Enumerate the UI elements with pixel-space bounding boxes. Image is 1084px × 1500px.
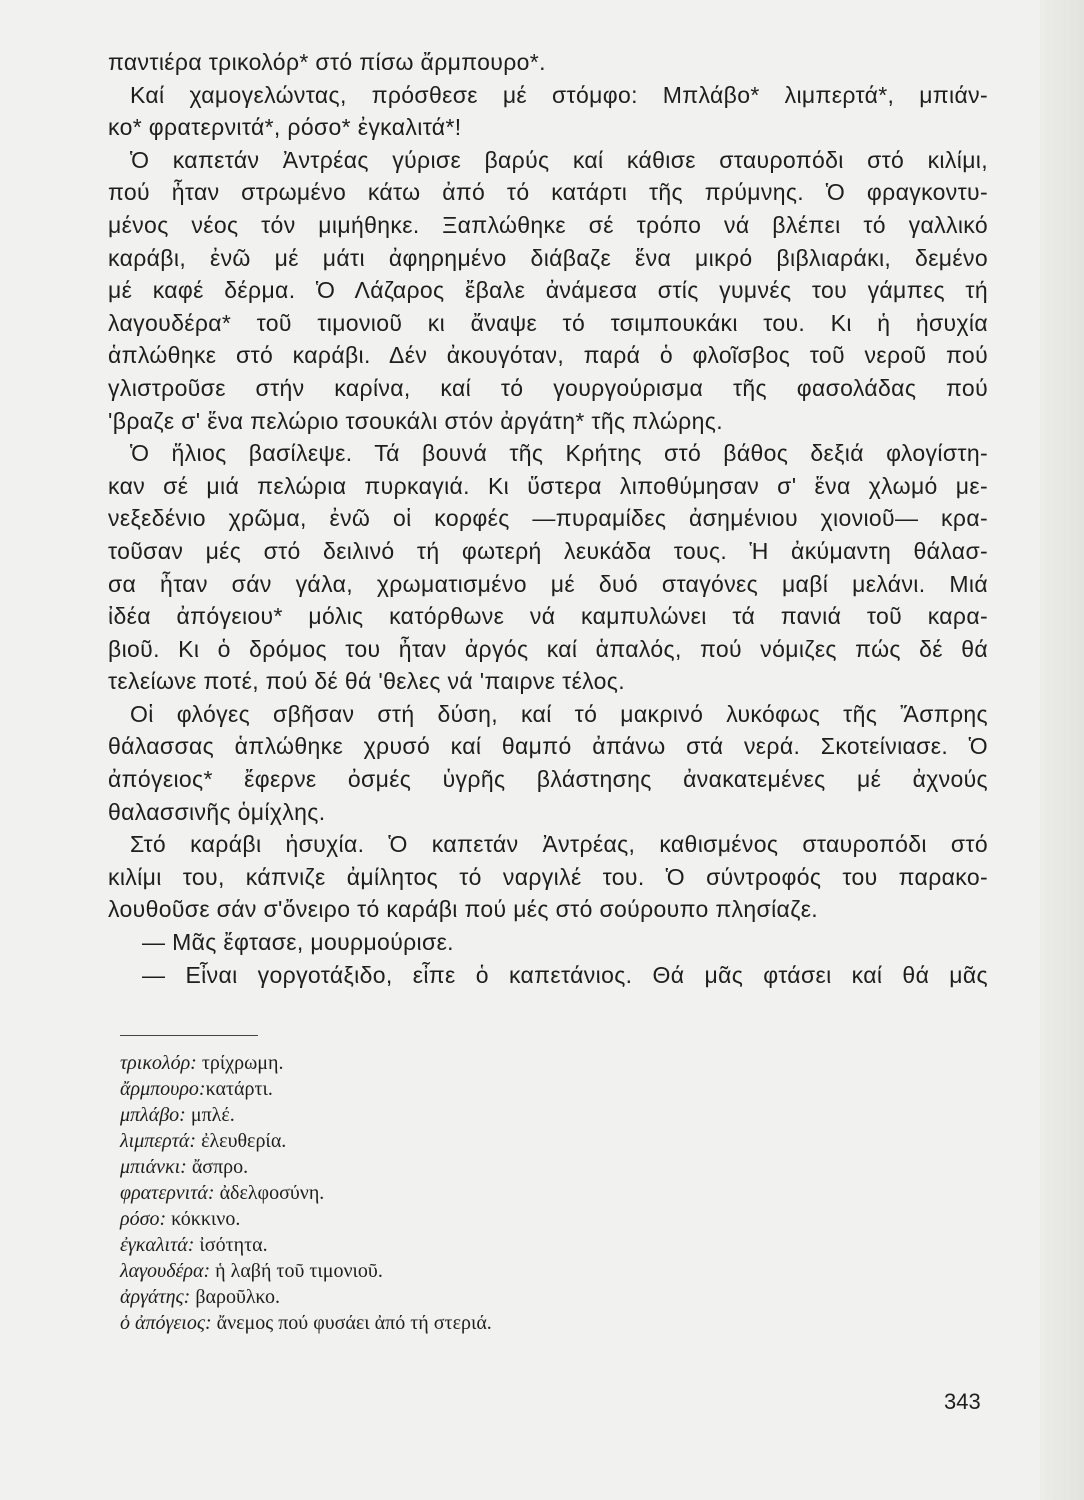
footnote-definition: ἐλευθερία. [196,1130,287,1152]
footnote-term: μπιάνκι: [120,1156,187,1178]
footnote-definition: κόκκινο. [166,1208,241,1230]
footnote-definition: μπλέ. [185,1104,235,1126]
text-line: μέ καφέ δέρμα. Ὁ Λάζαρος ἔβαλε ἀνάμεσα στίς γυμνές του γάμπες τή [108,277,988,304]
footnote-item [120,1284,820,1310]
footnote-item [120,1076,820,1102]
text-line: ἀπόγειος* ἔφερνε ὀσμές ὑγρῆς βλάστησης ἀνακατεμένες μέ ἀχνούς [108,766,988,793]
footnote-term: ρόσο: [120,1208,167,1230]
text-line: — Μᾶς ἔφτασε, μουρμούρισε. [142,929,454,956]
footnote-definition: βαροῦλκο. [190,1286,281,1308]
footnote-separator [120,1035,258,1036]
text-line: 'βραζε σ' ἕνα πελώριο τσουκάλι στόν ἀργάτη* τῆς πλώρης. [108,407,723,434]
text-line: Οἱ φλόγες σβῆσαν στή δύση, καί τό μακρινό λυκόφως τῆς Ἄσπρης [130,700,988,727]
footnote-term: λαγουδέρα: [120,1260,211,1282]
text-line: τοῦσαν μές στό δειλινό τή φωτερή λευκάδα τους. Ἡ ἀκύμαντη θάλασ- [108,537,988,564]
text-line: θαλασσινῆς ὁμίχλης. [108,798,326,825]
page-edge [1040,0,1084,1500]
footnote-item [120,1206,820,1232]
footnote-item [120,1102,820,1128]
footnote-definition: ἄσπρο. [186,1156,249,1178]
footnote-term: φρατερνιτά: [120,1182,215,1204]
footnote-definition: κατάρτι. [205,1078,273,1100]
footnote-term: τρικολόρ: [120,1052,197,1074]
footnote-term: ἄρμπουρο: [120,1078,206,1100]
footnote-definition: ἄνεμος πού φυσάει ἀπό τή στεριά. [211,1312,492,1334]
footnote-definition: ἡ λαβή τοῦ τιμονιοῦ. [210,1260,383,1282]
text-line: ἁπλώθηκε στό καράβι. Δέν ἀκουγόταν, παρά ὁ φλοῖσβος τοῦ νεροῦ πού [108,342,988,369]
text-line: πού ἦταν στρωμένο κάτω ἀπό τό κατάρτι τῆς πρύμνης. Ὁ φραγκοντυ- [108,179,988,206]
text-line: νεξεδένιο χρῶμα, ἐνῶ οἱ κορφές —πυραμίδες ἀσημένιου χιονιοῦ— κρα- [108,505,988,532]
footnote-term: λιμπερτά: [120,1130,197,1152]
main-text [108,46,988,991]
text-line: τελείωνε ποτέ, πού δέ θά 'θελες νά 'παιρνε τέλος. [108,668,625,695]
text-line: σα ἦταν σάν γάλα, χρωματισμένο μέ δυό σταγόνες μαβί μελάνι. Μιά [108,570,988,597]
text-line: Ὁ καπετάν Ἀντρέας γύρισε βαρύς καί κάθισε σταυροπόδι στό κιλίμι, [130,146,988,173]
footnote-item [120,1128,820,1154]
footnote-item [120,1258,820,1284]
text-line: γλιστροῦσε στήν καρίνα, καί τό γουργούρισμα τῆς φασολάδας πού [108,374,988,401]
text-line: παντιέρα τρικολόρ* στό πίσω ἄρμπουρο*. [108,49,546,75]
text-line: καράβι, ἐνῶ μέ μάτι ἀφηρημένο διάβαζε ἕνα μικρό βιβλιαράκι, δεμένο [108,244,988,271]
page-number: 343 [944,1389,981,1414]
footnote-item [120,1050,820,1076]
footnote-term: ὁ ἀπόγειος: [120,1312,212,1334]
text-line: — Εἶναι γοργοτάξιδο, εἶπε ὁ καπετάνιος. Θά μᾶς φτάσει καί θά μᾶς [142,961,988,988]
footnotes [120,1050,820,1336]
text-line: θάλασσας ἁπλώθηκε χρυσό καί θαμπό ἀπάνω στά νερά. Σκοτείνιασε. Ὁ [108,733,988,760]
text-line: καν σέ μιά πελώρια πυρκαγιά. Κι ὕστερα λιποθύμησαν σ' ἕνα χλωμό με- [108,472,988,499]
footnote-item [120,1180,820,1206]
text-line: Καί χαμογελώντας, πρόσθεσε μέ στόμφο: Μπλάβο* λιμπερτά*, μπιάν- [130,81,988,108]
text-line: κιλίμι του, κάπνιζε ἀμίλητος τό ναργιλέ του. Ὁ σύντροφός του παρακο- [108,863,988,890]
footnote-item [120,1232,820,1258]
footnote-term: ἀργάτης: [120,1286,191,1308]
footnote-definition: ἰσότητα. [194,1234,268,1256]
text-line: λαγουδέρα* τοῦ τιμονιοῦ κι ἄναψε τό τσιμπουκάκι του. Κι ἡ ἡσυχία [108,309,988,336]
footnote-item [120,1310,820,1336]
footnote-definition: ἀδελφοσύνη. [214,1182,325,1204]
text-line: κο* φρατερνιτά*, ρόσο* ἐγκαλιτά*! [108,114,462,141]
footnote-item [120,1154,820,1180]
text-line: μένος νέος τόν μιμήθηκε. Ξαπλώθηκε σέ τρόπο νά βλέπει τό γαλλικό [108,211,988,238]
text-line: λουθοῦσε σάν σ'ὄνειρο τό καράβι πού μές στό σούρουπο πλησίαζε. [108,896,819,923]
text-line: Στό καράβι ἡσυχία. Ὁ καπετάν Ἀντρέας, καθισμένος σταυροπόδι στό [130,831,988,858]
footnote-term: μπλάβο: [120,1104,186,1126]
text-line: ἰδέα ἀπόγειου* μόλις κατόρθωνε νά καμπυλώνει τά πανιά τοῦ καρα- [108,603,988,630]
footnote-definition: τρίχρωμη. [196,1052,284,1074]
text-line: Ὁ ἥλιος βασίλεψε. Τά βουνά τῆς Κρήτης στό βάθος δεξιά φλογίστη- [130,440,988,467]
text-line: βιοῦ. Κι ὁ δρόμος του ἦταν ἀργός καί ἁπαλός, πού νόμιζες πώς δέ θά [108,635,988,662]
footnote-term: ἐγκαλιτά: [120,1234,195,1256]
